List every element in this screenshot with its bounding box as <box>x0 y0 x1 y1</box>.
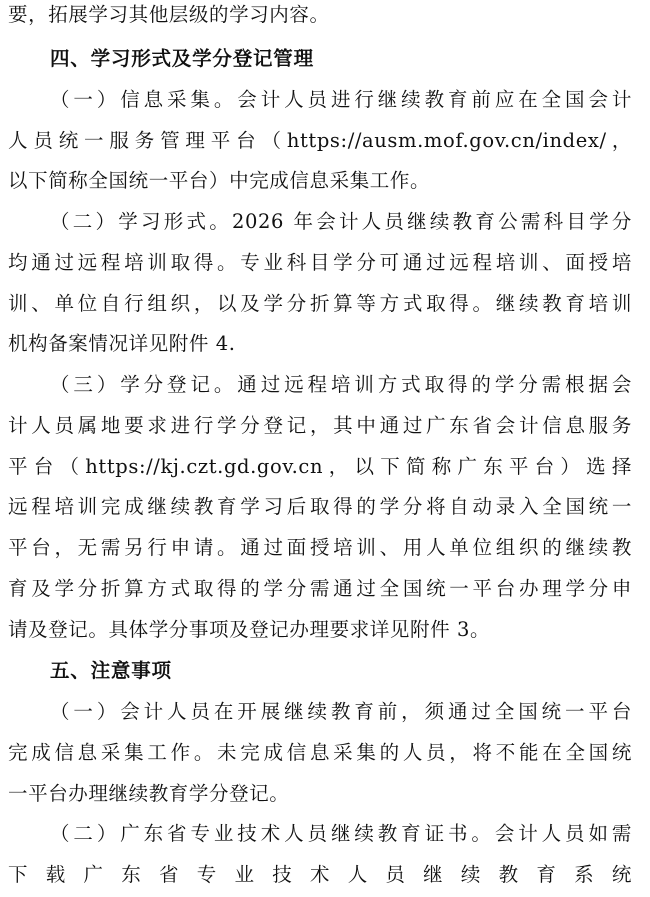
paragraph-line: 计人员属地要求进行学分登记，其中通过广东省会计信息服务 <box>8 414 632 437</box>
paragraph-line: 均通过远程培训取得。专业科目学分可通过远程培训、面授培 <box>8 251 632 274</box>
section-heading-five: 五、注意事项 <box>50 659 172 682</box>
paragraph-line: 远程培训完成继续教育学习后取得的学分将自动录入全国统一 <box>8 495 632 518</box>
paragraph-line: （二）学习形式。2026 年会计人员继续教育公需科目学分 <box>50 210 632 233</box>
paragraph-line: 机构备案情况详见附件 4. <box>8 332 236 355</box>
section-heading-four: 四、学习形式及学分登记管理 <box>50 47 314 70</box>
paragraph-line: （一）信息采集。会计人员进行继续教育前应在全国会计 <box>50 88 632 111</box>
paragraph-line: 一平台办理继续教育学分登记。 <box>8 782 290 805</box>
paragraph-line: 平台（https://kj.czt.gd.gov.cn，以下简称广东平台）选择 <box>8 455 632 478</box>
paragraph-line: （一）会计人员在开展继续教育前，须通过全国统一平台 <box>50 700 632 723</box>
paragraph-line: 人员统一服务管理平台（https://ausm.mof.gov.cn/index/， <box>8 129 632 152</box>
paragraph-line: 平台，无需另行申请。通过面授培训、用人单位组织的继续教 <box>8 536 632 559</box>
paragraph-line: （三）学分登记。通过远程培训方式取得的学分需根据会 <box>50 373 632 396</box>
paragraph-line: 要，拓展学习其他层级的学习内容。 <box>8 3 330 26</box>
paragraph-line: 以下简称全国统一平台）中完成信息采集工作。 <box>8 169 431 192</box>
paragraph-line: 完成信息采集工作。未完成信息采集的人员，将不能在全国统 <box>8 741 632 764</box>
paragraph-line: 下载广东省专业技术人员继续教育系统 <box>8 863 632 886</box>
paragraph-line: （二）广东省专业技术人员继续教育证书。会计人员如需 <box>50 822 632 845</box>
paragraph-line: 训、单位自行组织，以及学分折算等方式取得。继续教育培训 <box>8 292 632 315</box>
paragraph-line: 育及学分折算方式取得的学分需通过全国统一平台办理学分申 <box>8 577 632 600</box>
paragraph-line: 请及登记。具体学分事项及登记办理要求详见附件 3。 <box>8 618 491 641</box>
